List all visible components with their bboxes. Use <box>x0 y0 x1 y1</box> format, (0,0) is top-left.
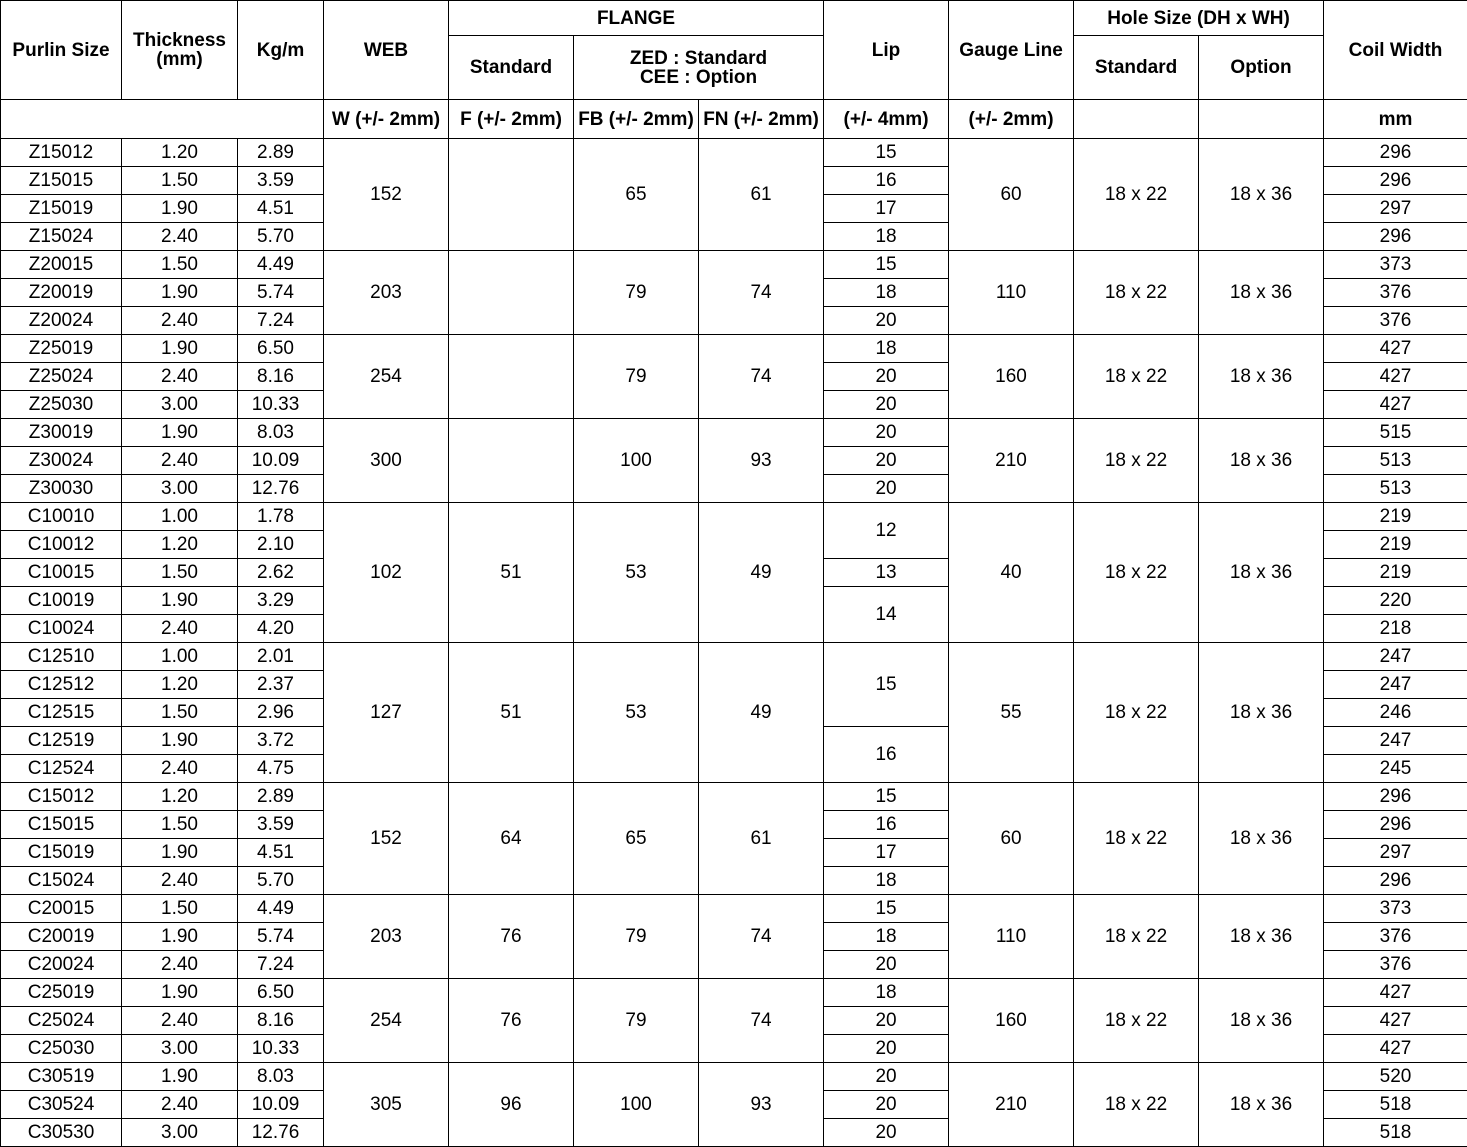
thickness-cell: 3.00 <box>122 1035 238 1063</box>
purlin-size-cell: C15024 <box>1 867 122 895</box>
purlin-size-cell: C12515 <box>1 699 122 727</box>
kgm-cell: 3.59 <box>238 811 324 839</box>
lip-cell: 20 <box>824 1119 949 1147</box>
purlin-size-cell: Z25030 <box>1 391 122 419</box>
header-hole-size: Hole Size (DH x WH) <box>1074 1 1324 36</box>
thickness-cell: 1.90 <box>122 279 238 307</box>
fb-cell: 79 <box>574 895 699 979</box>
header-gauge-line: Gauge Line <box>949 1 1074 100</box>
header-zed-label: ZED : Standard <box>630 48 767 69</box>
fn-cell: 74 <box>699 251 824 335</box>
kgm-cell: 2.10 <box>238 531 324 559</box>
table-row <box>1 419 1467 447</box>
kgm-cell: 2.96 <box>238 699 324 727</box>
thickness-cell: 3.00 <box>122 391 238 419</box>
thickness-cell: 3.00 <box>122 1119 238 1147</box>
thickness-cell: 1.90 <box>122 195 238 223</box>
table-row <box>1 895 1467 923</box>
coil-width-cell: 296 <box>1324 167 1467 195</box>
hole-option-cell: 18 x 36 <box>1199 783 1324 895</box>
purlin-size-cell: C12510 <box>1 643 122 671</box>
kgm-cell: 5.70 <box>238 223 324 251</box>
gauge-line-cell: 210 <box>949 419 1074 503</box>
thickness-cell: 1.50 <box>122 811 238 839</box>
purlin-size-cell: C20019 <box>1 923 122 951</box>
coil-width-cell: 296 <box>1324 811 1467 839</box>
lip-cell: 18 <box>824 923 949 951</box>
coil-width-cell: 427 <box>1324 1007 1467 1035</box>
purlin-size-cell: C10012 <box>1 531 122 559</box>
kgm-cell: 2.89 <box>238 139 324 167</box>
coil-width-cell: 297 <box>1324 195 1467 223</box>
header-flange: FLANGE <box>449 1 824 36</box>
purlin-size-cell: C15015 <box>1 811 122 839</box>
kgm-cell: 3.72 <box>238 727 324 755</box>
thickness-cell: 2.40 <box>122 1091 238 1119</box>
coil-width-cell: 427 <box>1324 391 1467 419</box>
fb-cell: 100 <box>574 419 699 503</box>
header-hole-option: Option <box>1199 36 1324 100</box>
fb-cell: 79 <box>574 335 699 419</box>
hole-standard-cell: 18 x 22 <box>1074 335 1199 419</box>
table-row <box>1 503 1467 531</box>
purlin-size-cell: C15019 <box>1 839 122 867</box>
table-row <box>1 335 1467 363</box>
thickness-cell: 1.00 <box>122 643 238 671</box>
lip-cell: 12 <box>824 503 949 559</box>
gauge-line-cell: 210 <box>949 1063 1074 1147</box>
kgm-cell: 6.50 <box>238 335 324 363</box>
hole-option-cell: 18 x 36 <box>1199 503 1324 643</box>
thickness-cell: 2.40 <box>122 867 238 895</box>
web-cell: 254 <box>324 335 449 419</box>
hole-standard-cell: 18 x 22 <box>1074 783 1199 895</box>
table-header <box>1 1 1467 139</box>
thickness-cell: 2.40 <box>122 447 238 475</box>
hole-standard-cell: 18 x 22 <box>1074 979 1199 1063</box>
lip-cell: 17 <box>824 195 949 223</box>
header-web: WEB <box>324 1 449 100</box>
lip-cell: 18 <box>824 335 949 363</box>
kgm-cell: 4.49 <box>238 895 324 923</box>
hole-standard-cell: 18 x 22 <box>1074 643 1199 783</box>
kgm-cell: 4.51 <box>238 195 324 223</box>
hole-option-cell: 18 x 36 <box>1199 1063 1324 1147</box>
flange-standard-cell <box>449 419 574 503</box>
gauge-line-cell: 55 <box>949 643 1074 783</box>
kgm-cell: 5.70 <box>238 867 324 895</box>
header-cee-label: CEE : Option <box>640 67 757 88</box>
lip-cell: 20 <box>824 1063 949 1091</box>
fb-cell: 65 <box>574 139 699 251</box>
flange-standard-cell <box>449 139 574 251</box>
purlin-size-cell: Z25019 <box>1 335 122 363</box>
web-cell: 127 <box>324 643 449 783</box>
purlin-size-cell: Z15024 <box>1 223 122 251</box>
kgm-cell: 2.01 <box>238 643 324 671</box>
purlin-size-cell: C20015 <box>1 895 122 923</box>
kgm-cell: 4.20 <box>238 615 324 643</box>
header-flange-standard: Standard <box>449 36 574 100</box>
gauge-line-cell: 110 <box>949 251 1074 335</box>
purlin-size-cell: Z15019 <box>1 195 122 223</box>
hole-option-cell: 18 x 36 <box>1199 139 1324 251</box>
coil-width-cell: 218 <box>1324 615 1467 643</box>
purlin-size-cell: Z20024 <box>1 307 122 335</box>
thickness-cell: 2.40 <box>122 755 238 783</box>
kgm-cell: 2.89 <box>238 783 324 811</box>
purlin-size-cell: Z20019 <box>1 279 122 307</box>
lip-cell: 20 <box>824 391 949 419</box>
coil-width-cell: 296 <box>1324 783 1467 811</box>
fb-cell: 100 <box>574 1063 699 1147</box>
kgm-cell: 5.74 <box>238 279 324 307</box>
hole-option-cell: 18 x 36 <box>1199 979 1324 1063</box>
lip-cell: 20 <box>824 447 949 475</box>
hole-standard-cell: 18 x 22 <box>1074 419 1199 503</box>
coil-width-cell: 296 <box>1324 223 1467 251</box>
kgm-cell: 4.51 <box>238 839 324 867</box>
thickness-cell: 2.40 <box>122 615 238 643</box>
lip-cell: 20 <box>824 363 949 391</box>
fn-cell: 49 <box>699 643 824 783</box>
table-row <box>1 139 1467 167</box>
thickness-cell: 1.50 <box>122 251 238 279</box>
flange-standard-cell: 51 <box>449 643 574 783</box>
fn-cell: 61 <box>699 783 824 895</box>
thickness-cell: 1.90 <box>122 1063 238 1091</box>
purlin-size-cell: Z15012 <box>1 139 122 167</box>
purlin-size-cell: Z15015 <box>1 167 122 195</box>
kgm-cell: 3.59 <box>238 167 324 195</box>
lip-cell: 20 <box>824 951 949 979</box>
header-coil-unit: mm <box>1324 100 1467 139</box>
lip-cell: 15 <box>824 783 949 811</box>
lip-cell: 16 <box>824 167 949 195</box>
flange-standard-cell: 76 <box>449 895 574 979</box>
thickness-cell: 1.90 <box>122 587 238 615</box>
purlin-size-cell: C25024 <box>1 1007 122 1035</box>
purlin-size-cell: C12512 <box>1 671 122 699</box>
coil-width-cell: 296 <box>1324 139 1467 167</box>
header-fn-tol: FN (+/- 2mm) <box>699 100 824 139</box>
lip-cell: 18 <box>824 979 949 1007</box>
lip-cell: 15 <box>824 643 949 727</box>
header-hole-standard: Standard <box>1074 36 1199 100</box>
coil-width-cell: 297 <box>1324 839 1467 867</box>
web-cell: 203 <box>324 895 449 979</box>
table-row <box>1 783 1467 811</box>
fn-cell: 93 <box>699 419 824 503</box>
web-cell: 152 <box>324 783 449 895</box>
header-lip: Lip <box>824 1 949 100</box>
kgm-cell: 8.16 <box>238 363 324 391</box>
flange-standard-cell: 51 <box>449 503 574 643</box>
lip-cell: 18 <box>824 279 949 307</box>
thickness-cell: 1.20 <box>122 671 238 699</box>
coil-width-cell: 513 <box>1324 447 1467 475</box>
thickness-cell: 3.00 <box>122 475 238 503</box>
coil-width-cell: 513 <box>1324 475 1467 503</box>
lip-cell: 16 <box>824 727 949 783</box>
thickness-cell: 1.20 <box>122 139 238 167</box>
hole-standard-cell: 18 x 22 <box>1074 251 1199 335</box>
header-coil-width: Coil Width <box>1324 1 1467 100</box>
purlin-size-cell: C10010 <box>1 503 122 531</box>
fn-cell: 74 <box>699 979 824 1063</box>
fb-cell: 53 <box>574 503 699 643</box>
table-row <box>1 251 1467 279</box>
fn-cell: 61 <box>699 139 824 251</box>
thickness-cell: 2.40 <box>122 307 238 335</box>
thickness-cell: 1.90 <box>122 335 238 363</box>
coil-width-cell: 219 <box>1324 531 1467 559</box>
table-row <box>1 979 1467 1007</box>
kgm-cell: 3.29 <box>238 587 324 615</box>
purlin-size-cell: C25030 <box>1 1035 122 1063</box>
lip-cell: 20 <box>824 419 949 447</box>
coil-width-cell: 520 <box>1324 1063 1467 1091</box>
flange-standard-cell: 96 <box>449 1063 574 1147</box>
coil-width-cell: 518 <box>1324 1091 1467 1119</box>
purlin-size-cell: Z25024 <box>1 363 122 391</box>
thickness-cell: 2.40 <box>122 1007 238 1035</box>
kgm-cell: 10.09 <box>238 447 324 475</box>
header-purlin-size: Purlin Size <box>1 1 122 100</box>
thickness-cell: 2.40 <box>122 223 238 251</box>
coil-width-cell: 376 <box>1324 307 1467 335</box>
lip-cell: 13 <box>824 559 949 587</box>
kgm-cell: 10.33 <box>238 1035 324 1063</box>
hole-option-cell: 18 x 36 <box>1199 643 1324 783</box>
header-spacer <box>1 100 324 139</box>
fb-cell: 53 <box>574 643 699 783</box>
kgm-cell: 1.78 <box>238 503 324 531</box>
coil-width-cell: 219 <box>1324 503 1467 531</box>
coil-width-cell: 247 <box>1324 727 1467 755</box>
kgm-cell: 2.62 <box>238 559 324 587</box>
hole-option-cell: 18 x 36 <box>1199 335 1324 419</box>
kgm-cell: 8.16 <box>238 1007 324 1035</box>
lip-cell: 20 <box>824 1007 949 1035</box>
coil-width-cell: 518 <box>1324 1119 1467 1147</box>
gauge-line-cell: 160 <box>949 335 1074 419</box>
lip-cell: 15 <box>824 251 949 279</box>
thickness-cell: 1.90 <box>122 727 238 755</box>
hole-standard-cell: 18 x 22 <box>1074 139 1199 251</box>
gauge-line-cell: 160 <box>949 979 1074 1063</box>
web-cell: 102 <box>324 503 449 643</box>
header-thickness-unit: (mm) <box>156 49 202 70</box>
coil-width-cell: 427 <box>1324 335 1467 363</box>
purlin-size-cell: C30530 <box>1 1119 122 1147</box>
purlin-size-cell: Z30024 <box>1 447 122 475</box>
coil-width-cell: 427 <box>1324 1035 1467 1063</box>
coil-width-cell: 247 <box>1324 671 1467 699</box>
header-hole-std-blank <box>1074 100 1199 139</box>
purlin-size-cell: C10019 <box>1 587 122 615</box>
header-flange-zed-cee <box>574 36 824 100</box>
hole-option-cell: 18 x 36 <box>1199 895 1324 979</box>
hole-standard-cell: 18 x 22 <box>1074 1063 1199 1147</box>
coil-width-cell: 220 <box>1324 587 1467 615</box>
header-kgm: Kg/m <box>238 1 324 100</box>
kgm-cell: 7.24 <box>238 951 324 979</box>
table-body <box>1 139 1467 1147</box>
kgm-cell: 10.33 <box>238 391 324 419</box>
kgm-cell: 12.76 <box>238 475 324 503</box>
header-lip-tol: (+/- 4mm) <box>824 100 949 139</box>
kgm-cell: 12.76 <box>238 1119 324 1147</box>
web-cell: 300 <box>324 419 449 503</box>
lip-cell: 14 <box>824 587 949 643</box>
hole-standard-cell: 18 x 22 <box>1074 503 1199 643</box>
coil-width-cell: 296 <box>1324 867 1467 895</box>
lip-cell: 20 <box>824 475 949 503</box>
header-web-tol: W (+/- 2mm) <box>324 100 449 139</box>
purlin-size-cell: Z20015 <box>1 251 122 279</box>
gauge-line-cell: 110 <box>949 895 1074 979</box>
coil-width-cell: 376 <box>1324 279 1467 307</box>
fn-cell: 49 <box>699 503 824 643</box>
fn-cell: 74 <box>699 895 824 979</box>
kgm-cell: 6.50 <box>238 979 324 1007</box>
thickness-cell: 2.40 <box>122 951 238 979</box>
thickness-cell: 1.50 <box>122 559 238 587</box>
table-row <box>1 643 1467 671</box>
hole-option-cell: 18 x 36 <box>1199 251 1324 335</box>
gauge-line-cell: 60 <box>949 139 1074 251</box>
kgm-cell: 10.09 <box>238 1091 324 1119</box>
hole-option-cell: 18 x 36 <box>1199 419 1324 503</box>
web-cell: 152 <box>324 139 449 251</box>
header-hole-opt-blank <box>1199 100 1324 139</box>
thickness-cell: 1.90 <box>122 839 238 867</box>
thickness-cell: 1.20 <box>122 783 238 811</box>
thickness-cell: 1.90 <box>122 923 238 951</box>
purlin-size-cell: C12519 <box>1 727 122 755</box>
header-thickness-label: Thickness <box>133 30 226 51</box>
purlin-size-cell: C12524 <box>1 755 122 783</box>
lip-cell: 18 <box>824 867 949 895</box>
lip-cell: 16 <box>824 811 949 839</box>
coil-width-cell: 246 <box>1324 699 1467 727</box>
purlin-size-cell: C30524 <box>1 1091 122 1119</box>
thickness-cell: 1.50 <box>122 895 238 923</box>
header-gauge-tol: (+/- 2mm) <box>949 100 1074 139</box>
coil-width-cell: 245 <box>1324 755 1467 783</box>
kgm-cell: 2.37 <box>238 671 324 699</box>
gauge-line-cell: 60 <box>949 783 1074 895</box>
purlin-size-cell: Z30030 <box>1 475 122 503</box>
thickness-cell: 1.90 <box>122 979 238 1007</box>
thickness-cell: 1.20 <box>122 531 238 559</box>
lip-cell: 20 <box>824 1035 949 1063</box>
fb-cell: 79 <box>574 979 699 1063</box>
flange-standard-cell <box>449 251 574 335</box>
coil-width-cell: 373 <box>1324 895 1467 923</box>
lip-cell: 20 <box>824 307 949 335</box>
purlin-size-cell: C30519 <box>1 1063 122 1091</box>
fn-cell: 74 <box>699 335 824 419</box>
flange-standard-cell <box>449 335 574 419</box>
lip-cell: 15 <box>824 139 949 167</box>
flange-standard-cell: 64 <box>449 783 574 895</box>
web-cell: 254 <box>324 979 449 1063</box>
coil-width-cell: 376 <box>1324 923 1467 951</box>
kgm-cell: 4.75 <box>238 755 324 783</box>
kgm-cell: 8.03 <box>238 419 324 447</box>
coil-width-cell: 427 <box>1324 979 1467 1007</box>
purlin-size-cell: Z30019 <box>1 419 122 447</box>
lip-cell: 20 <box>824 1091 949 1119</box>
lip-cell: 17 <box>824 839 949 867</box>
purlin-size-cell: C10024 <box>1 615 122 643</box>
purlin-size-cell: C25019 <box>1 979 122 1007</box>
thickness-cell: 1.00 <box>122 503 238 531</box>
kgm-cell: 7.24 <box>238 307 324 335</box>
kgm-cell: 4.49 <box>238 251 324 279</box>
web-cell: 203 <box>324 251 449 335</box>
coil-width-cell: 427 <box>1324 363 1467 391</box>
kgm-cell: 5.74 <box>238 923 324 951</box>
web-cell: 305 <box>324 1063 449 1147</box>
coil-width-cell: 373 <box>1324 251 1467 279</box>
purlin-size-cell: C20024 <box>1 951 122 979</box>
fn-cell: 93 <box>699 1063 824 1147</box>
header-fb-tol: FB (+/- 2mm) <box>574 100 699 139</box>
coil-width-cell: 376 <box>1324 951 1467 979</box>
flange-standard-cell: 76 <box>449 979 574 1063</box>
lip-cell: 18 <box>824 223 949 251</box>
header-f-tol: F (+/- 2mm) <box>449 100 574 139</box>
table-row <box>1 1063 1467 1091</box>
kgm-cell: 8.03 <box>238 1063 324 1091</box>
coil-width-cell: 219 <box>1324 559 1467 587</box>
hole-standard-cell: 18 x 22 <box>1074 895 1199 979</box>
lip-cell: 15 <box>824 895 949 923</box>
thickness-cell: 1.50 <box>122 699 238 727</box>
coil-width-cell: 515 <box>1324 419 1467 447</box>
gauge-line-cell: 40 <box>949 503 1074 643</box>
thickness-cell: 2.40 <box>122 363 238 391</box>
thickness-cell: 1.50 <box>122 167 238 195</box>
header-thickness <box>122 1 238 100</box>
thickness-cell: 1.90 <box>122 419 238 447</box>
purlin-size-cell: C10015 <box>1 559 122 587</box>
fb-cell: 79 <box>574 251 699 335</box>
fb-cell: 65 <box>574 783 699 895</box>
coil-width-cell: 247 <box>1324 643 1467 671</box>
purlin-size-cell: C15012 <box>1 783 122 811</box>
